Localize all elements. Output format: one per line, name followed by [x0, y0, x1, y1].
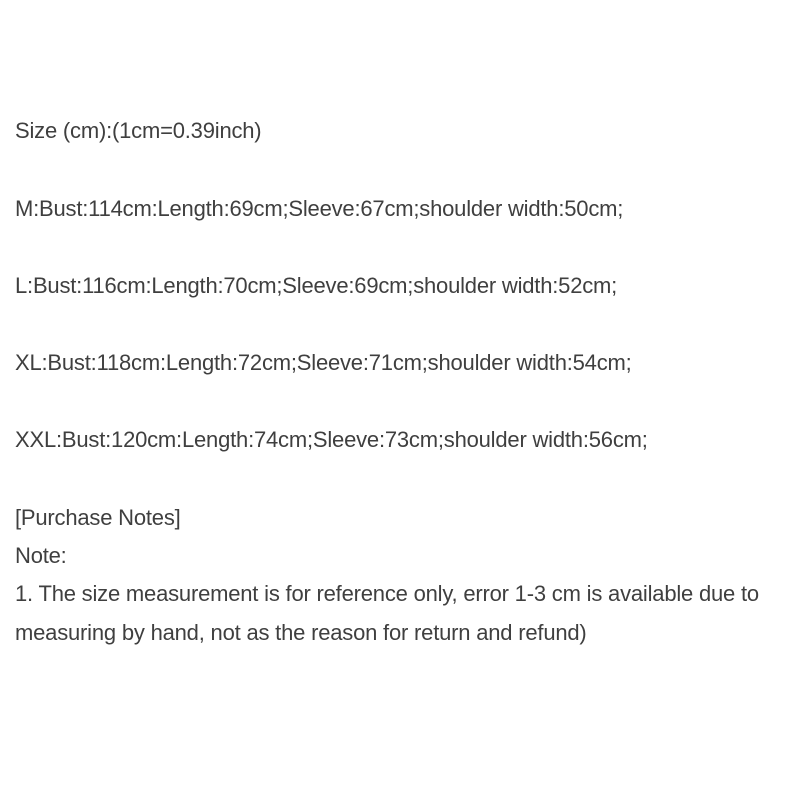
purchase-notes-heading: [Purchase Notes] — [15, 505, 181, 530]
size-row-l: L:Bust:116cm:Length:70cm;Sleeve:69cm;shoulder width:52cm; — [15, 273, 618, 298]
size-row-xl: XL:Bust:118cm:Length:72cm;Sleeve:71cm;shoulder width:54cm; — [15, 350, 632, 375]
size-row-m: M:Bust:114cm:Length:69cm;Sleeve:67cm;shoulder width:50cm; — [15, 196, 624, 221]
note-item-1: 1. The size measurement is for reference only, error 1-3 cm is available due to measuring by hand, not as the reason for return and refund) — [15, 581, 759, 645]
size-row-xxl: XXL:Bust:120cm:Length:74cm;Sleeve:73cm;shoulder width:56cm; — [15, 427, 648, 452]
size-title: Size (cm):(1cm=0.39inch) — [15, 118, 262, 143]
note-label: Note: — [15, 543, 67, 568]
